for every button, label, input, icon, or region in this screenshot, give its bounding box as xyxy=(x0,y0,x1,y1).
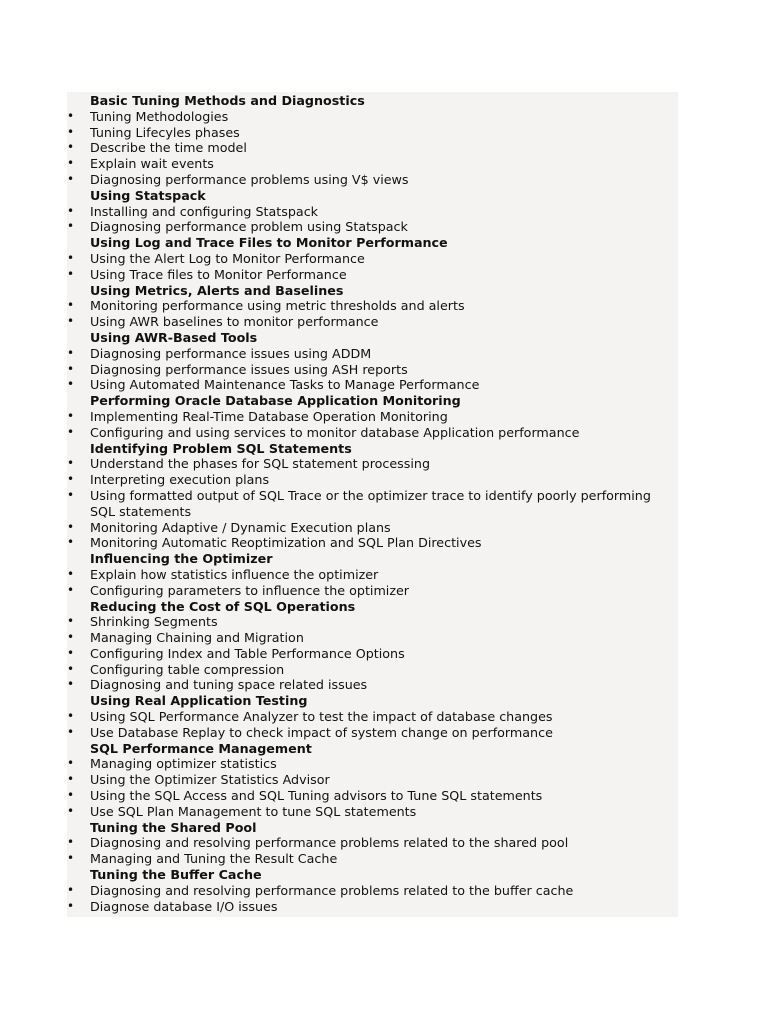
list-item xyxy=(67,662,678,678)
bullet-icon: • xyxy=(67,851,75,866)
list-item-text: Tuning Methodologies xyxy=(90,108,229,124)
section-heading: Tuning the Buffer Cache xyxy=(90,867,262,883)
list-item xyxy=(67,140,678,156)
list-item xyxy=(67,472,678,488)
bullet-icon: • xyxy=(67,345,75,360)
list-item-text: Configuring parameters to influence the optimizer xyxy=(90,582,410,598)
list-item xyxy=(67,346,678,362)
list-item xyxy=(67,567,678,583)
bullet-icon: • xyxy=(67,156,75,171)
section-heading: Performing Oracle Database Application Monitoring xyxy=(90,393,461,409)
list-item xyxy=(67,362,678,378)
list-item-text: Understand the phases for SQL statement processing xyxy=(90,456,431,472)
list-item-text: Diagnosing and tuning space related issues xyxy=(90,677,368,693)
section-heading: Basic Tuning Methods and Diagnostics xyxy=(90,93,365,108)
list-item xyxy=(67,456,678,472)
list-item xyxy=(67,314,678,330)
list-item xyxy=(67,804,678,820)
section-heading: Reducing the Cost of SQL Operations xyxy=(90,598,356,614)
list-item-text: Diagnosing and resolving performance problems related to the shared pool xyxy=(90,835,569,851)
list-item-text: Using SQL Performance Analyzer to test the impact of database changes xyxy=(90,709,553,725)
bullet-icon: • xyxy=(67,519,75,534)
list-item xyxy=(67,219,678,235)
bullet-icon: • xyxy=(67,709,75,724)
list-item xyxy=(67,614,678,630)
list-item xyxy=(67,409,678,425)
section-heading: Tuning the Shared Pool xyxy=(90,819,257,835)
bullet-icon: • xyxy=(67,266,75,281)
bullet-icon: • xyxy=(67,535,75,550)
list-item-text: Using the SQL Access and SQL Tuning advisors to Tune SQL statements xyxy=(90,788,543,804)
list-item-text: Managing and Tuning the Result Cache xyxy=(90,851,338,867)
list-item-text: Using formatted output of SQL Trace or the optimizer trace to identify poorly performing SQL statements xyxy=(90,487,651,519)
list-item-text: Use SQL Plan Management to tune SQL statements xyxy=(90,803,417,819)
bullet-icon: • xyxy=(67,377,75,392)
list-item-text: Configuring table compression xyxy=(90,661,285,677)
list-item-text: Using Trace files to Monitor Performance xyxy=(90,266,347,282)
section-heading: SQL Performance Management xyxy=(90,740,312,756)
list-item-text: Tuning Lifecyles phases xyxy=(90,124,240,140)
list-item xyxy=(67,109,678,125)
bullet-icon: • xyxy=(67,472,75,487)
list-item-text: Implementing Real-Time Database Operation Monitoring xyxy=(90,408,448,424)
bullet-icon: • xyxy=(67,171,75,186)
section-heading: Using Statspack xyxy=(90,187,206,203)
list-item xyxy=(67,725,678,741)
list-item xyxy=(67,172,678,188)
bullet-icon: • xyxy=(67,803,75,818)
list-item xyxy=(67,709,678,725)
list-item-text: Diagnosing performance issues using ASH reports xyxy=(90,361,408,377)
list-item xyxy=(67,883,678,899)
list-item-text: Configuring Index and Table Performance Options xyxy=(90,645,405,661)
list-item xyxy=(67,646,678,662)
list-item xyxy=(67,204,678,220)
bullet-icon: • xyxy=(67,724,75,739)
bullet-icon: • xyxy=(67,582,75,597)
bullet-icon: • xyxy=(67,298,75,313)
list-item-text: Explain how statistics influence the optimizer xyxy=(90,566,379,582)
list-item xyxy=(67,630,678,646)
list-item-text: Configuring and using services to monitor database Application performance xyxy=(90,424,580,440)
bullet-icon: • xyxy=(67,250,75,265)
list-item xyxy=(67,677,678,693)
list-item-text: Describe the time model xyxy=(90,140,247,156)
list-item xyxy=(67,298,678,314)
list-item xyxy=(67,267,678,283)
bullet-icon: • xyxy=(67,756,75,771)
list-item-text: Using AWR baselines to monitor performance xyxy=(90,314,379,330)
list-item-text: Diagnose database I/O issues xyxy=(90,898,278,914)
bullet-icon: • xyxy=(67,772,75,787)
list-item-text: Explain wait events xyxy=(90,156,214,172)
bullet-icon: • xyxy=(67,219,75,234)
list-item-text: Managing Chaining and Migration xyxy=(90,630,304,646)
section-heading: Using Metrics, Alerts and Baselines xyxy=(90,282,344,298)
list-item xyxy=(67,788,678,804)
bullet-icon: • xyxy=(67,408,75,423)
list-item xyxy=(67,535,678,551)
list-item xyxy=(67,425,678,441)
bullet-icon: • xyxy=(67,108,75,123)
list-item-text: Diagnosing performance problem using Statspack xyxy=(90,219,408,235)
list-item xyxy=(67,156,678,172)
bullet-icon: • xyxy=(67,898,75,913)
bullet-icon: • xyxy=(67,314,75,329)
list-item-text: Monitoring performance using metric thresholds and alerts xyxy=(90,298,465,314)
list-item-text: Using the Optimizer Statistics Advisor xyxy=(90,772,330,788)
section-heading: Influencing the Optimizer xyxy=(90,551,273,567)
list-item xyxy=(67,377,678,393)
list-item xyxy=(67,851,678,867)
bullet-icon: • xyxy=(67,677,75,692)
list-item-text: Diagnosing and resolving performance problems related to the buffer cache xyxy=(90,882,574,898)
list-item xyxy=(67,251,678,267)
list-item-text: Use Database Replay to check impact of system change on performance xyxy=(90,724,553,740)
section-heading: Using AWR-Based Tools xyxy=(90,329,258,345)
bullet-icon: • xyxy=(67,361,75,376)
bullet-icon: • xyxy=(67,124,75,139)
section-heading: Using Log and Trace Files to Monitor Performance xyxy=(90,235,448,251)
list-item-text: Shrinking Segments xyxy=(90,614,218,630)
list-item-text: Installing and configuring Statspack xyxy=(90,203,319,219)
list-item xyxy=(67,125,678,141)
bullet-icon: • xyxy=(67,788,75,803)
section-heading: Identifying Problem SQL Statements xyxy=(90,440,352,456)
list-item xyxy=(67,520,678,536)
list-item-text: Using the Alert Log to Monitor Performance xyxy=(90,250,365,266)
bullet-icon: • xyxy=(67,140,75,155)
bullet-icon: • xyxy=(67,424,75,439)
bullet-icon: • xyxy=(67,566,75,581)
list-item xyxy=(67,488,678,520)
list-item xyxy=(67,583,678,599)
list-item xyxy=(67,835,678,851)
list-item-text: Diagnosing performance problems using V$ views xyxy=(90,171,409,187)
list-item xyxy=(67,756,678,772)
list-item xyxy=(67,899,678,915)
bullet-icon: • xyxy=(67,645,75,660)
bullet-icon: • xyxy=(67,487,75,502)
section-heading: Using Real Application Testing xyxy=(90,693,308,709)
list-item-text: Managing optimizer statistics xyxy=(90,756,277,772)
document-body xyxy=(67,92,678,917)
bullet-icon: • xyxy=(67,203,75,218)
bullet-icon: • xyxy=(67,630,75,645)
bullet-icon: • xyxy=(67,882,75,897)
bullet-icon: • xyxy=(67,614,75,629)
list-item-text: Monitoring Automatic Reoptimization and SQL Plan Directives xyxy=(90,535,482,551)
list-item-text: Monitoring Adaptive / Dynamic Execution plans xyxy=(90,519,391,535)
list-item xyxy=(67,772,678,788)
list-item-text: Using Automated Maintenance Tasks to Manage Performance xyxy=(90,377,480,393)
bullet-icon: • xyxy=(67,661,75,676)
bullet-icon: • xyxy=(67,835,75,850)
list-item-text: Diagnosing performance issues using ADDM xyxy=(90,345,372,361)
bullet-icon: • xyxy=(67,456,75,471)
list-item-text: Interpreting execution plans xyxy=(90,472,270,488)
